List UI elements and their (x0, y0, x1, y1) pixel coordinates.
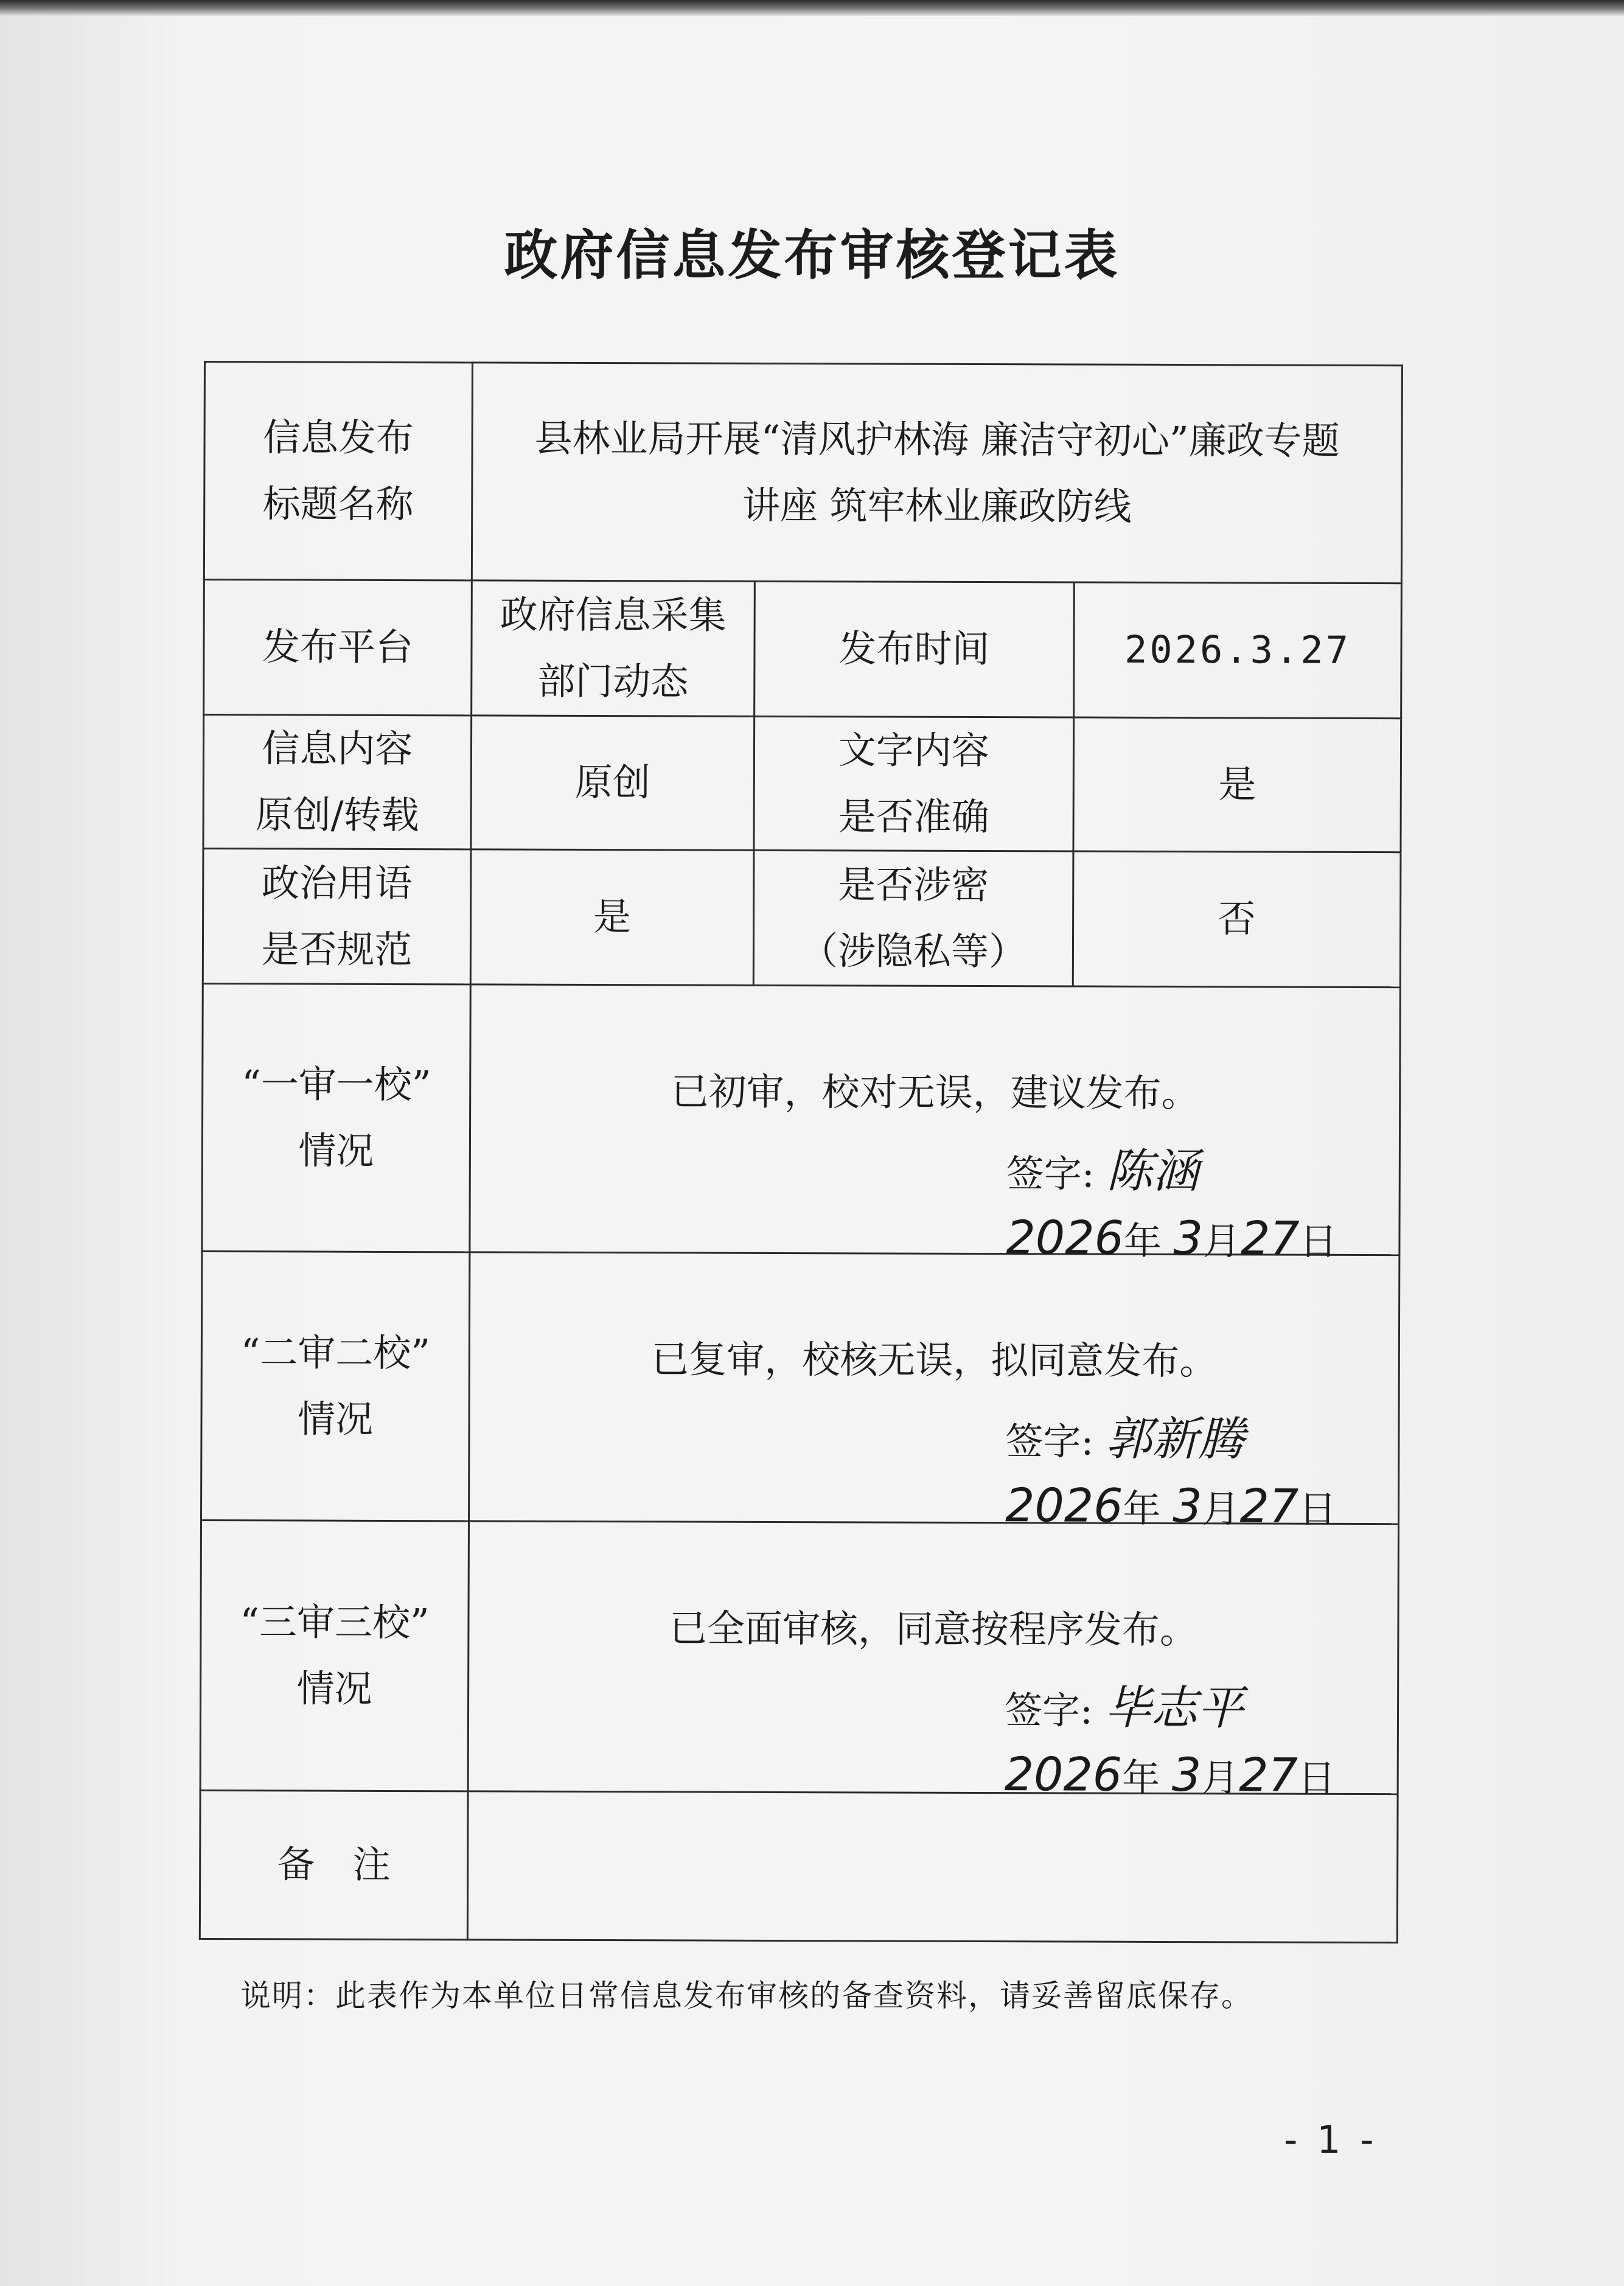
row-review-3 (200, 1520, 1398, 1794)
row-original (203, 715, 1401, 852)
accurate-value: 是 (1073, 717, 1401, 852)
platform-label: 发布平台 (204, 580, 472, 716)
review-3-sign-label: 签字: 毕志平 (1004, 1680, 1244, 1735)
platform-value: 政府信息采集 部门动态 (472, 580, 755, 716)
review-2-signature: 郭新腾 (1105, 1411, 1245, 1466)
review-3-comment: 已全面审核，同意按程序发布。 (669, 1606, 1198, 1653)
review-2-label: “二审二校” 情况 (201, 1251, 470, 1521)
scan-top-edge (0, 0, 1624, 16)
original-label: 信息内容 原创/转载 (203, 715, 472, 849)
row-platform (204, 580, 1402, 719)
remarks-label: 备 注 (200, 1790, 468, 1939)
row-review-2 (201, 1251, 1399, 1524)
review-1-label: “一审一校” 情况 (202, 983, 470, 1252)
page-number: - 1 - (1284, 2117, 1378, 2162)
secret-label: 是否涉密 （涉隐私等） (753, 850, 1073, 986)
publish-time-label: 发布时间 (754, 581, 1075, 717)
info-title-value: 县林业局开展“清风护林海 廉洁守初心”廉政专题 讲座 筑牢林业廉政防线 (472, 363, 1402, 584)
review-2-comment: 已复审，校核无误，拟同意发布。 (651, 1337, 1218, 1384)
secret-value: 否 (1073, 851, 1401, 988)
publish-time-value: 2026.3.27 (1074, 582, 1402, 719)
review-1-sign-label: 签字: 陈涵 (1006, 1143, 1199, 1199)
row-info-title (204, 362, 1402, 584)
review-2-content (469, 1252, 1399, 1533)
review-3-label: “三审三校” 情况 (200, 1520, 469, 1791)
row-political (203, 849, 1401, 988)
review-form-table (199, 361, 1403, 1943)
review-2-sign-label: 签字: 郭新腾 (1005, 1411, 1245, 1466)
review-1-content (470, 984, 1400, 1266)
review-1-date: 2026年 3月27日 (1006, 1210, 1337, 1266)
political-value: 是 (470, 849, 754, 985)
info-title-label: 信息发布 标题名称 (204, 362, 472, 580)
review-1-comment: 已初审，校对无误，建议发布。 (671, 1069, 1199, 1116)
review-1-signature: 陈涵 (1106, 1143, 1199, 1199)
review-3-signature: 毕志平 (1104, 1680, 1244, 1735)
form-title: 政府信息发布审核登记表 (504, 223, 1120, 287)
original-value: 原创 (471, 716, 754, 850)
row-review-1 (202, 983, 1400, 1255)
review-2-date: 2026年 3月27日 (1005, 1478, 1337, 1533)
accurate-label: 文字内容 是否准确 (754, 716, 1074, 851)
review-3-content (468, 1521, 1398, 1802)
form-note: 说明：此表作为本单位日常信息发布审核的备查资料，请妥善留底保存。 (240, 1978, 1253, 2013)
political-label: 政治用语 是否规范 (203, 849, 471, 984)
review-3-date: 2026年 3月27日 (1004, 1747, 1336, 1802)
